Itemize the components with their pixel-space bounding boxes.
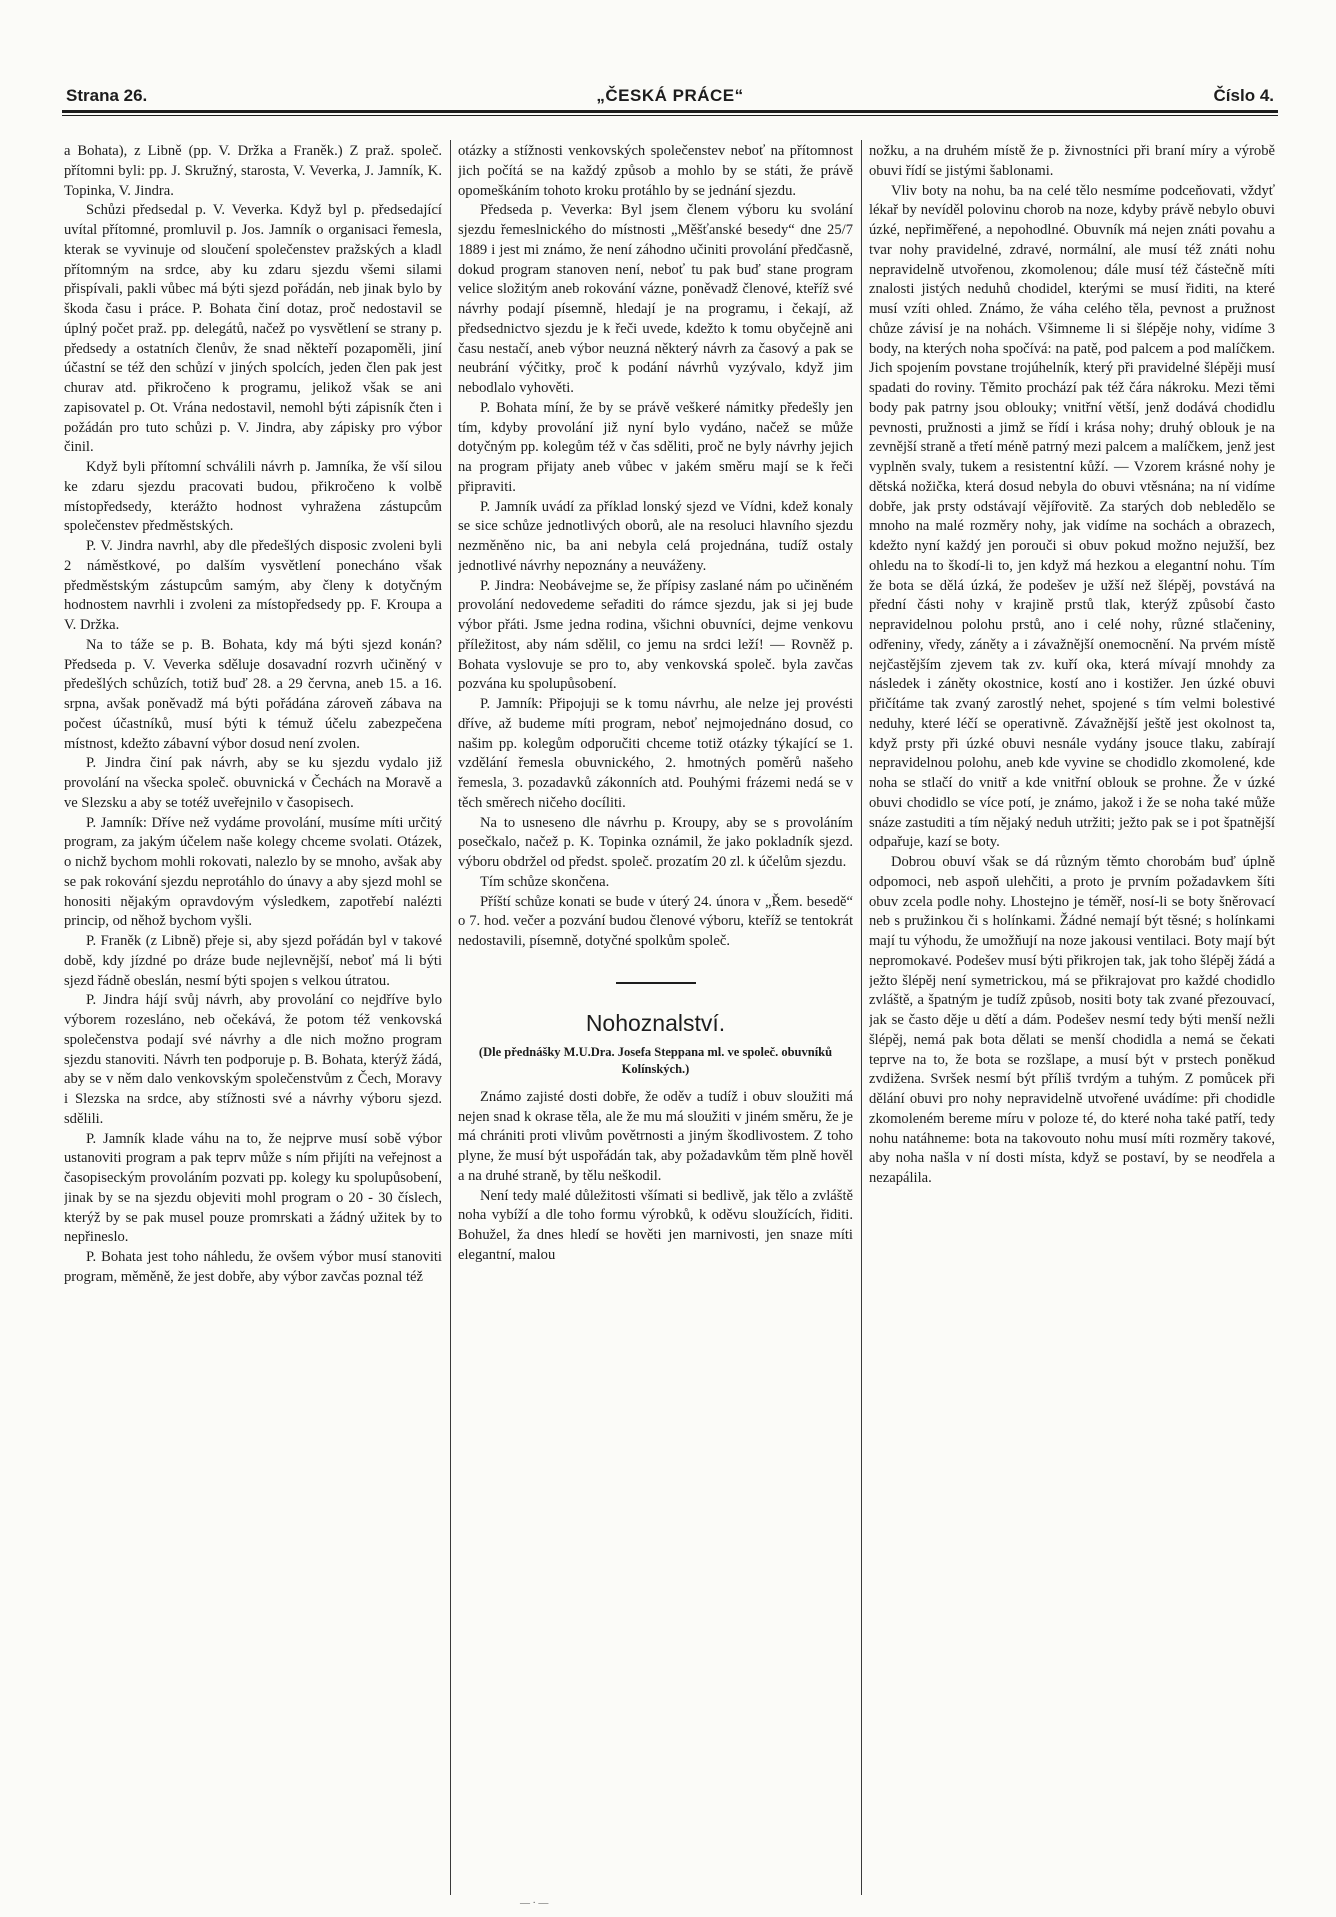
paragraph: P. Jindra činí pak návrh, aby se ku sjezdu vydalo již provolání na všecka společ. obuvnická v Čechách na Moravě a ve Slezsku a aby se totéž uveřejnilo v časopisech. xyxy=(64,755,442,811)
article-subtitle: (Dle přednášky M.U.Dra. Josefa Steppana ml. ve společ. obuvníků Kolínských.) xyxy=(478,1044,833,1076)
page-header xyxy=(66,84,1274,112)
header-rule-thin xyxy=(62,115,1278,116)
paragraph: Příští schůze konati se bude v úterý 24. února v „Řem. besedě“ o 7. hod. večer a pozvání budou členové výboru, kteříž se tentokrát nedostavili, písemně, dotyčné spolkům společ. xyxy=(458,893,853,949)
paragraph: P. Jindra hájí svůj návrh, aby provolání co nejdříve bylo výborem rozesláno, neb očekává, že potom též venkovská společenstva podají své návrhy a dle nich možno program sjezdu stanoviti. Návrh ten podporuje p. B. Bohata, kterýž žádá, aby se v něm dalo venkovským společenstvům z Čech, Moravy i Slezska na srdce, aby stížnosti své a návrhy výboru sjezd. sdělili. xyxy=(64,992,442,1127)
paragraph: Není tedy malé důležitosti všímati si bedlivě, jak tělo a zvláště noha vybíží a dle toho formu výrobků, k oděvu sloužících, řiditi. Bohužel, ža dnes hledí se hověti jen marnivosti, jen snaze míti elegantní, malou xyxy=(458,1187,853,1263)
paragraph: Známo zajisté dosti dobře, že oděv a tudíž i obuv sloužiti má nejen snad k okrase těla, ale že mu má sloužiti v jiném směru, že je má chrániti proti vlivům povětrnosti a jiným škodlivostem. Z toho plyne, že musí být uspořádán tak, aby požadavkům těm plně hověl a na druhé straně, by tělu neškodil. xyxy=(458,1088,853,1184)
periodical-title: „ČESKÁ PRÁCE“ xyxy=(596,86,744,105)
header-rule xyxy=(62,110,1278,113)
issue-number: Číslo 4. xyxy=(1213,86,1274,105)
paragraph: Tím schůze skončena. xyxy=(480,873,610,890)
paragraph: Dobrou obuví však se dá různým těmto chorobám buď úplně odpomoci, neb aspoň ulehčiti, a proto je prvním požadavkem šíti obuv zcela podle nohy. Lhostejno je téměř, nosí-li se boty šněrovací neb s pružinkou či s holínkami. Žádné nemají být těsné; s holínkami mají tu výhodu, že umožňují na noze jakousi ventilaci. Boty mají být nepromokavé. Podešev musí býti přikrojen tak, jak toho šlépěj žádá a ježto šlépěj není symetrickou, má se přikrajovat pro každé chodidlo zvláště, a špatným je tudíž způsob, nositi boty tak zvané přezouvací, jak se často děje u dětí a dám. Podešev nesmí tedy býti menší nežli šlépěj, nemá pak bota dělati se menší chodidla a nemá se čekati teprve na to, že bota se rozšlape, a musí být v prstech poněkud zvdižena. Svršek nesmí být příliš tvrdým a tuhým. Z pomůcek při dělání obuvi pro nohy nepravidelně utvořené uvádíme: při chodidle zkomoleném bereme míru v poloze té, do které noha také patří, tedy nohu natáhneme: bota na takovouto nohu musí míti rozměry takové, aby noha našla v ní dosti místa, když se postaví, by se neodřela a nezapálila. xyxy=(869,854,1275,1186)
paragraph: P. Bohata míní, že by se právě veškeré námitky předešly jen tím, kdyby provolání již nyní bylo vydáno, načež se může dotyčným pp. kolegům též v čas sděliti, proč ne byly návrhy jejich na program přijaty aneb vůbec v jakém směru mají se k řeči připraviti. xyxy=(458,399,853,495)
page-number: Strana 26. xyxy=(66,86,148,105)
paragraph: P. Jamník klade váhu na to, že nejprve musí sobě výbor ustanoviti program a pak teprv může s ním přijíti na veřejnost a časopiseckým provoláním pozvati pp. kolegy ku spolupůsobení, jinak by se na sjezdu objeviti mohl program o 20 - 30 číslech, kterýž by se pak musel pouze promrskati a žádný užitek by to nepřineslo. xyxy=(64,1130,442,1246)
column-1 xyxy=(64,142,442,1892)
paragraph: Vliv boty na nohu, ba na celé tělo nesmíme podceňovati, vždyť lékař by nevíděl polovinu chorob na noze, kdyby právě nebylo obuvi úzké, nepřiměřené, a nepohodlné. Obuvník má nejen znáti povahu a tvar nohy pravidelné, zdravé, normální, ale musí též znáti nohu nepravidelně utvořenou, zkomolenou; dále musí též částečně míti znalosti jistých neduhů chodidel, kterými se musí řiditi, na které musí vzíti ohled. Známo, že váha celého těla, pevnost a pružnost chůze závisí je na nohách. Všimneme li si šlépěje nohy, vidíme 3 body, na kterých noha spočívá: na patě, pod palcem a pod malíčkem. Jich spojením povstane trojúhelník, který při pravidelné šlépěji musí spadati do roviny. Těmito prochází pak též čára nákroku. Mezi těmi body pak patrny jsou oblouky; vnitřní větší, jenž dodává chodidlu pevnosti, pružnosti a jimž se řídí i krása nohy; druhý oblouk je na zevnější straně a třetí méně patrný mezi palcem a malíčkem, jenž jest vyplněn svaly, tukem a resistentní kůží. — Vzorem krásné nohy je dětská nožička, která dosud nebyla do obuvi vtěsnána; na ní vidíme dobře, jak prsty odstávají vějířovitě. Za starých dob nebledělo se mnoho na malé rozměry nohy, jak vidíme na sochách a obrazech, kdežto nyní každý jen porouči si obuv pokud možno nejužší, bez ohledu na to škodí-li to, jen když má hezkou a elegantní nohu. Tím že bota se dělá úzká, že podešev je užší než šlépěj, povstává na přední části nohy v krajině prstů tlak, kterýž způsobí často nepravidelnou polohu prstů, ano i celé nohy, různé stlačeniny, odřeniny, vředy, záněty a i závažnější onemocnění. Na prvém místě nejčastějším zjevem tak zv. kuří oka, která mívají mnohdy za následek i záněty okostnice, kostí ano i kostižer. Jen úzké obuvi přičítáme tak zvaný zarostlý nehet, spojené s tím velmi bolestivé neduhy, které léčí se operativně. Závažnější ještě jest okolnost ta, když prsty při úzké obuvi nesnále vydány jsouce tlaku, zabírají nepravidelnou polohu, aneb kde vyvine se chodidlo zkomolené, kde noha se stlačí do vnitř a kde vnitřní oblouk se prohne. Že v úzké obuvi chodidlo se více potí, je známo, jakož i že se noha také může snáze zastuditi a tím nějaký neduh utržiti; ježto pak se i pot špatnější odpařuje, kazí se boty. xyxy=(869,182,1275,851)
column-2 xyxy=(458,142,853,1892)
paragraph: Na to usneseno dle návrhu p. Kroupy, aby se s provoláním posečkalo, načež p. K. Topinka oznámil, že jako pokladník sjezd. výboru obdržel od předst. společ. prozatím 20 zl. k účelům sjezdu. xyxy=(458,814,853,870)
paragraph: Předseda p. Veverka: Byl jsem členem výboru ku svolání sjezdu řemeslnického do místnosti „Měšťanské besedy“ dne 25/7 1889 i jest mi známo, že není záhodno učiniti provolání předčasně, dokud program stanoven není, neboť tu pak buď stane program velice složitým aneb rokování vázne, poněvadž členové, kteříž své návrhy podají písemně, hledají je na programu, i čekají, až předsednictvo sjezdu je k řeči uvede, kdežto k tomu obyčejně ani času nestačí, aneb výbor neuzná některý návrh za časový a pak se neubrání výčitky, proč k podání návrhů vyzývalo, když jim nebodlalo vyhověti. xyxy=(458,202,853,396)
paragraph: P. Franěk (z Libně) přeje si, aby sjezd pořádán byl v takové době, kdy jízdné po dráze bude nejlevnější, neboť má li býti sjezd řádně obeslán, nesmí býti spojen s velkou útratou. xyxy=(64,933,442,989)
paragraph: P. Jamník: Připojuji se k tomu návrhu, ale nelze jej provésti dříve, až budeme míti program, neboť nejmojednáno dosud, co našim pp. kolegům odporučiti chceme totiž otázky týkající se 1. vzdělání řemesla obuvnického, 2. hmotných poměrů našeho řemesla, 3. pozadavků zákonních atd. Pouhými frázemi nedá se v těch směrech ničeho docíliti. xyxy=(458,696,853,811)
paragraph: Schůzi předsedal p. V. Veverka. Když byl p. předsedající uvítal přítomné, promluvil p. Jos. Jamník o organisaci řemesla, kterak se vyvinuje od sloučení společenstev pražských a kladl přítomným na srdce, aby ku zdaru sjezdu všemi silami přispívali, pakli vůbec má býti sjezd pořádán, neb jinak bylo by škoda času i práce. P. Bohata činí dotaz, proč nedostavil se úplný počet praž. pp. delegátů, načež po vysvětlení se strany p. předsedy a ostatních členův, že snad někteří pozapoměli, jiní účastní se též den schůzí v jiných spolcích, jeden člen pak jest churav atd. přikročeno k programu, jelikož však se ani zapisovatel p. Ot. Vrána nedostavil, nemohl býti zápisník čten i požádán pro tuto schůzi p. V. Jindra, aby zápisky pro výbor činil. xyxy=(64,202,442,456)
paragraph: P. Jamník: Dříve než vydáme provolání, musíme míti určitý program, za jakým účelem naše kolegy chceme svolati. Otázek, o nichž bychom mohli rokovati, nalezlo by se mnoho, avšak aby se pak rokování sjezdu neprotáhlo do únavy a aby sjezd mohl se honositi nějakým opravdovým výsledkem, zapotřebí nalézti princip, od něhož bychom vyšli. xyxy=(64,814,442,930)
paragraph: Na to táže se p. B. Bohata, kdy má býti sjezd konán? Předseda p. V. Veverka sděluje dosavadní rozvrh učiněný v předešlých schůzích, totiž buď 28. a 29 června, aneb 15. a 16. srpna, avšak poněvadž má býti pořádána zároveň zábava na počest účastníků, musí býti k témuž účelu zabezpečena místnost, kdežto zábavní výbor dosud není zvolen. xyxy=(64,636,442,752)
paragraph: Když byli přítomní schválili návrh p. Jamníka, že vší silou ke zdaru sjezdu pracovati budou, přikročeno k volbě místopředsedy, kterážto hodnost vyhražena zástupcům společenstev předměstských. xyxy=(64,459,442,535)
paragraph: P. Bohata jest toho náhledu, že ovšem výbor musí stanoviti program, měměně, že jest dobře, aby výbor zavčas poznal též xyxy=(64,1249,442,1285)
printer-mark: — · — xyxy=(520,1898,549,1909)
paragraph: a Bohata), z Libně (pp. V. Držka a Franěk.) Z praž. společ. přítomni byli: pp. J. Skružný, starosta, V. Veverka, J. Jamník, K. Topinka, V. Jindra. xyxy=(64,143,442,199)
paragraph: P. Jindra: Neobávejme se, že přípisy zaslané nám po učiněném provolání nedovedeme seřaditi do rámce sjezdu, jak si jej bude výbor přáti. Jsme jedna rodina, všichni obuvníci, dejme venkovu příležitost, aby nám sdělil, co jemu na srdci leží! — Rovněž p. Bohata vyslovuje se pro to, aby venkovská společ. byla zavčas pozvána ku spolupůsobení. xyxy=(458,577,853,693)
paragraph: P. Jamník uvádí za příklad lonský sjezd ve Vídni, kdež konaly se sice schůze jednotlivých oborů, ale na resoluci hlavního sjezdu nezměněno nic, ba ani nebyla celá projednána, tudíž ostaly jednotlivé návrhy nepoznány a neuváženy. xyxy=(458,498,853,574)
paragraph: P. V. Jindra navrhl, aby dle předešlých disposic zvoleni byli 2 náměstkové, po dalším vysvětlení ponecháno však předměstským zástupcům samým, aby členy k dotyčným hodnostem navrhli i zvoleni za místopředsedy pp. F. Kroupa a V. Držka. xyxy=(64,538,442,633)
column-3 xyxy=(869,142,1275,1892)
paragraph: nožku, a na druhém místě že p. živnostníci při braní míry a výrobě obuvi řídí se jistými šablonami. xyxy=(869,143,1275,179)
article-title: Nohoznalství. xyxy=(585,1009,726,1036)
column-divider xyxy=(450,140,451,1895)
column-divider xyxy=(861,140,862,1895)
paragraph: otázky a stížnosti venkovských společenstev neboť na přítomnost jich počítá se na každý způsob a mohlo by se státi, že právě opomeškáním tohoto kroku protáhlo by se jednání sjezdu. xyxy=(458,143,853,199)
section-separator xyxy=(616,982,696,984)
